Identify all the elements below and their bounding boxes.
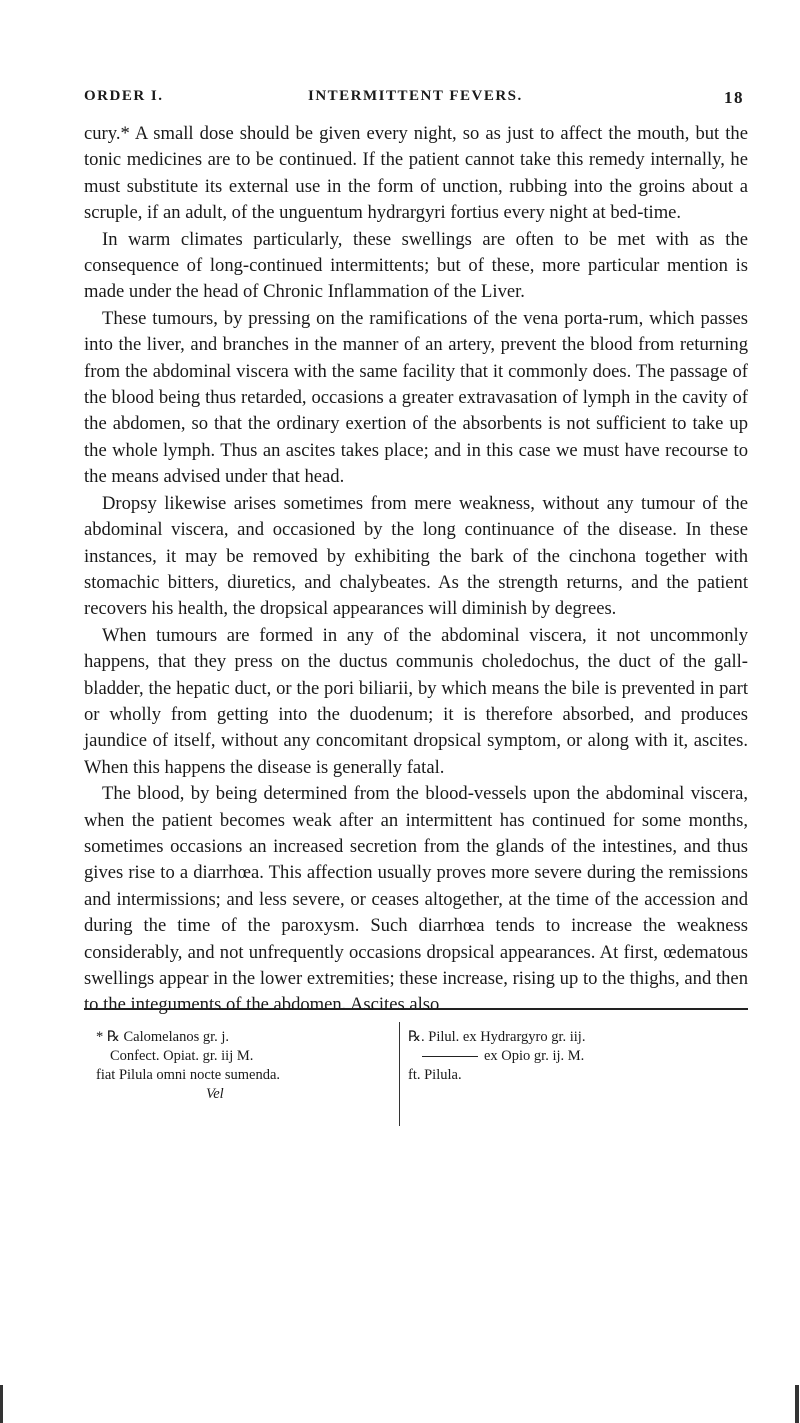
paragraph: These tumours, by pressing on the ramifications of the vena porta-rum, which passes into the liver, and branches in the manner of an artery, prevent the blood from returning from the abdominal viscera with the same facility that it commonly does. The passage of the blood being thus retarded, occasions a greater extravasation of lymph in the cavity of the abdomen, so that the ordinary exertion of the absorbents is not sufficient to take up the whole lymph. Thus an ascites takes place; and in this case we must have recourse to the means advised under that head. bbox=[84, 307, 748, 488]
page-edge-mark bbox=[795, 1385, 799, 1423]
footnote-line: Confect. Opiat. gr. iij M. bbox=[110, 1048, 254, 1064]
paragraph: The blood, by being determined from the blood-vessels upon the abdominal viscera, when the patient becomes weak after an intermittent has continued for some months, sometimes occasions an increased secretion from the glands of the intestines, and thus gives rise to a diarrhœa. This affection usually proves more severe during the remissions and intermissions; and less severe, or ceases altogether, at the time of the accession and during the time of the paroxysm. Such diarrhœa tends to increase the weakness considerably, and not unfrequently occasions dropsical appearances. At first, œdematous swellings appear in the lower extremities; these increase, rising up to the thighs, and then to the integuments of the abdomen. Ascites also bbox=[84, 783, 748, 1016]
paragraph: cury.* A small dose should be given every night, so as just to affect the mouth, but the tonic medicines are to be continued. If the patient cannot take this remedy internally, he must substitute its external use in the form of unction, rubbing into the groins about a scruple, if an adult, of the unguentum hydrargyri fortius every night at bed-time. bbox=[84, 123, 748, 224]
footnote-prescription-right bbox=[408, 1028, 728, 1085]
footnote-line bbox=[408, 1047, 728, 1066]
running-head-left: ORDER I. bbox=[84, 88, 164, 104]
running-head bbox=[84, 88, 744, 110]
footnote-line: * ℞ Calomelanos gr. j. bbox=[96, 1029, 230, 1045]
page-edge-mark bbox=[0, 1385, 3, 1423]
footnote-line: fiat Pilula omni nocte sumenda. bbox=[96, 1067, 281, 1083]
page-number: 18 bbox=[724, 88, 744, 107]
paragraph: When tumours are formed in any of the abdominal viscera, it not uncommonly happens, that they press on the ductus communis choledochus, the duct of the gall-bladder, the hepatic duct, or the pori biliarii, by which means the bile is prevented in part or wholly from getting into the duodenum; it is therefore absorbed, and produces jaundice of itself, without any concomitant dropsical symptom, or along with it, ascites. When this happens the disease is generally fatal. bbox=[84, 624, 748, 778]
footnote-line-text: ex Opio gr. ij. M. bbox=[484, 1048, 585, 1064]
paragraph: Dropsy likewise arises sometimes from mere weakness, without any tumour of the abdominal viscera, and occasioned by the long continuance of the disease. In these instances, it may be removed by exhibiting the bark of the cinchona together with stomachic bitters, diuretics, and chalybeates. As the strength returns, and the patient recovers his health, the dropsical appearances will diminish by degrees. bbox=[84, 492, 748, 620]
running-head-title: INTERMITTENT FEVERS. bbox=[308, 88, 523, 104]
footnote-line: Vel bbox=[206, 1086, 224, 1102]
footnote-line: ft. Pilula. bbox=[408, 1067, 462, 1083]
paragraph: In warm climates particularly, these swellings are often to be met with as the consequence of long-continued intermittents; but of these, more particular mention is made under the head of Chronic Inflammation of the Liver. bbox=[84, 228, 748, 303]
ditto-dash bbox=[422, 1056, 478, 1057]
body-text bbox=[84, 121, 748, 1019]
footnote-rule bbox=[84, 1008, 748, 1010]
footnote-prescription-left bbox=[96, 1028, 396, 1104]
footnote-line: ℞. Pilul. ex Hydrargyro gr. iij. bbox=[408, 1029, 586, 1045]
footnote-column-divider bbox=[399, 1022, 400, 1126]
